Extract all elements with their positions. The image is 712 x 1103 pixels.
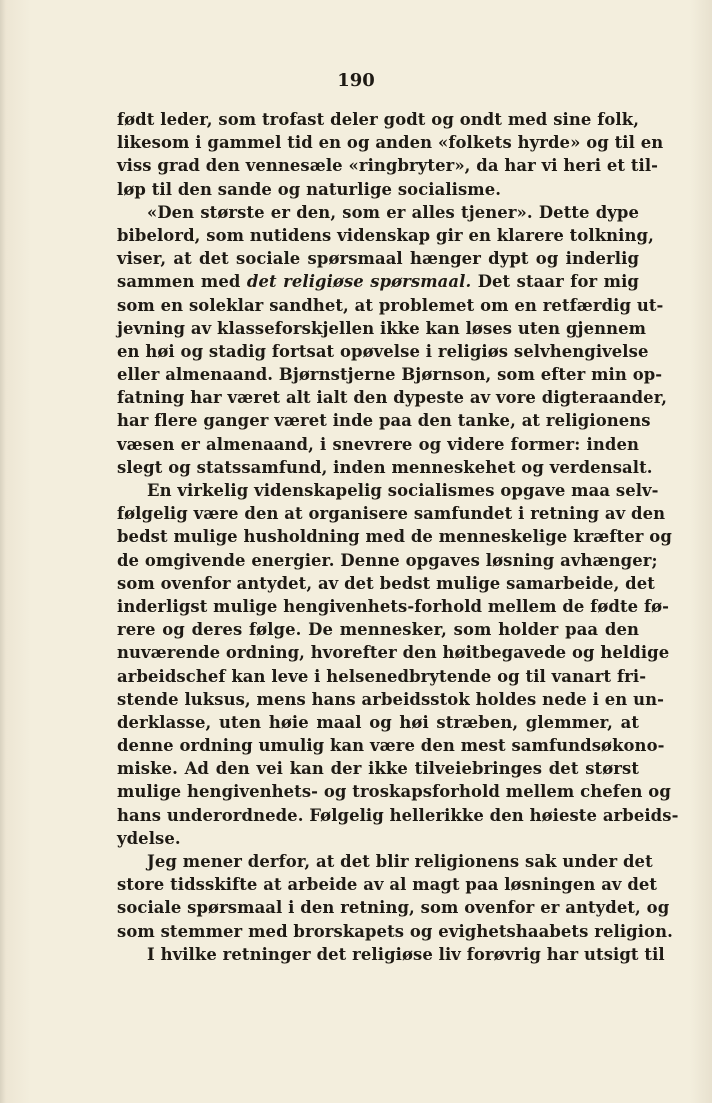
text-line: en høi og stadig fortsat opøvelse i religiøs selvhengivelse bbox=[117, 341, 649, 361]
text-line: eller almenaand. Bjørnstjerne Bjørnson, som efter min op- bbox=[117, 365, 663, 385]
text-line: født leder, som trofast deler godt og ondt med sine folk, bbox=[117, 110, 639, 129]
text-line: miske. Ad den vei kan der ikke tilveiebringes det størst bbox=[117, 759, 639, 779]
text-line: viser, at det sociale spørsmaal hænger dypt og inderlig bbox=[117, 249, 639, 269]
text-line: En virkelig videnskapelig socialismes opgave maa selv- bbox=[147, 481, 659, 500]
text-line: arbeidschef kan leve i helsenedbrytende og til vanart fri- bbox=[117, 666, 647, 686]
text-line: Jeg mener derfor, at det blir religionens sak under det bbox=[147, 852, 653, 871]
text-line: hans underordnede. Følgelig hellerikke den høieste arbeids- bbox=[117, 805, 679, 825]
text-line: viss grad den vennesæle «ringbryter», da har vi heri et til- bbox=[117, 156, 659, 176]
text-line: væsen er almenaand, i snevrere og videre former: inden bbox=[117, 434, 639, 454]
text-line: de omgivende energier. Denne opgaves løsning avhænger; bbox=[117, 550, 658, 570]
text-line: inderligst mulige hengivenhets-forhold mellem de fødte fø- bbox=[117, 596, 670, 616]
text-line: mulige hengivenhets- og troskapsforhold mellem chefen og bbox=[117, 782, 671, 802]
text-line: «Den største er den, som er alles tjener». Dette dype bbox=[147, 202, 639, 222]
text-line: store tidsskifte at arbeide av al magt paa løsningen av det bbox=[117, 875, 658, 895]
text-line: følgelig være den at organisere samfundet i retning av den bbox=[117, 504, 666, 524]
page-number: 190 bbox=[337, 70, 375, 91]
text-line: jevning av klasseforskjellen ikke kan løses uten gjennem bbox=[117, 318, 647, 338]
text-line: denne ordning umulig kan være den mest samfundsøkono- bbox=[117, 736, 665, 756]
text-line: stende luksus, mens hans arbeidsstok holdes nede i en un- bbox=[117, 689, 665, 709]
text-line bbox=[117, 270, 639, 293]
text-line: har flere ganger været inde paa den tanke, at religionens bbox=[117, 411, 651, 431]
text-line: fatning har været alt ialt den dypeste av vore digteraander, bbox=[117, 388, 668, 408]
text-line: I hvilke retninger det religiøse liv forøvrig har utsigt til bbox=[147, 944, 665, 964]
text-line: slegt og statssamfund, inden menneskehet og verdensalt. bbox=[117, 457, 653, 477]
emphasis-text: det religiøse spørsmaal. bbox=[246, 272, 472, 292]
text-line: likesom i gammel tid en og anden «folkets hyrde» og til en bbox=[117, 133, 664, 153]
text-line: rere og deres følge. De mennesker, som holder paa den bbox=[117, 620, 639, 640]
text-line: sociale spørsmaal i den retning, som ovenfor er antydet, og bbox=[117, 898, 670, 918]
body-text bbox=[117, 108, 679, 966]
text-segment: sammen med bbox=[117, 272, 247, 292]
text-line: som ovenfor antydet, av det bedst mulige samarbeide, det bbox=[117, 573, 655, 593]
text-segment: Det staar for mig bbox=[471, 272, 639, 292]
text-line: nuværende ordning, hvorefter den høitbegavede og heldige bbox=[117, 643, 670, 663]
text-line: derklasse, uten høie maal og høi stræben, glemmer, at bbox=[117, 712, 639, 732]
text-line: som stemmer med brorskapets og evighetshaabets religion. bbox=[117, 921, 673, 941]
text-line: bibelord, som nutidens videnskap gir en klarere tolkning, bbox=[117, 225, 654, 245]
text-line: bedst mulige husholdning med de menneskelige kræfter og bbox=[117, 527, 672, 547]
text-line: ydelse. bbox=[117, 828, 181, 848]
text-line: løp til den sande og naturlige socialisme. bbox=[117, 179, 502, 199]
text-line: som en soleklar sandhet, at problemet om en retfærdig ut- bbox=[117, 295, 664, 315]
